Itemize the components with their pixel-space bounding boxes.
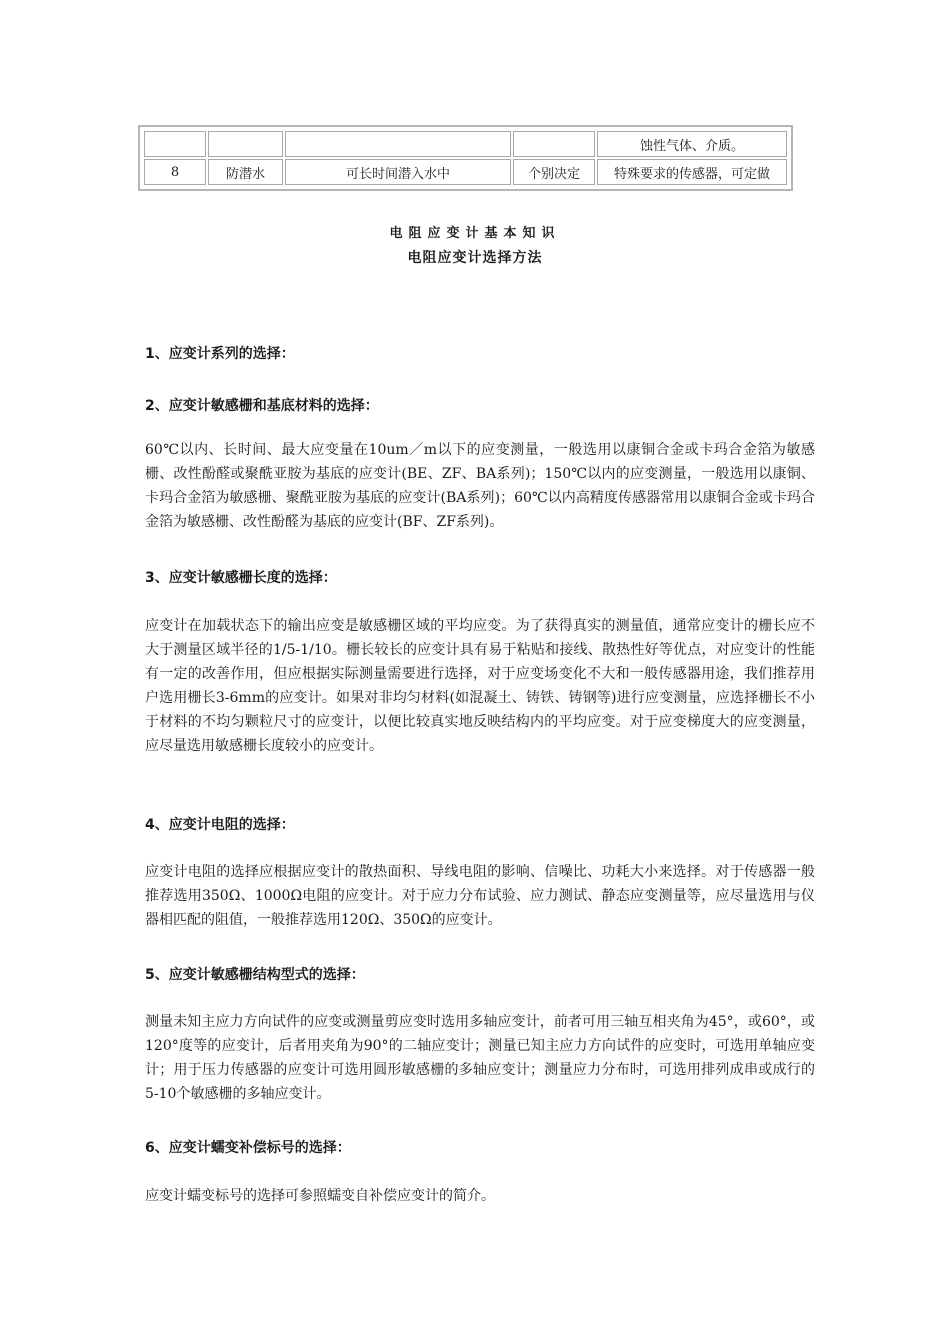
section-heading-6: 6、应变计蠕变补偿标号的选择： — [145, 1140, 351, 1156]
section-heading-1: 1、应变计系列的选择： — [145, 346, 295, 362]
table-cell: 防潜水 — [208, 159, 283, 185]
section-heading-4: 4、应变计电阻的选择： — [145, 817, 295, 833]
table-row — [144, 131, 787, 157]
table-cell — [144, 131, 206, 157]
section-body-5: 测量未知主应力方向试件的应变或测量剪应变时选用多轴应变计，前者可用三轴互相夹角为45°，或60°，或120°度等的应变计，后者用夹角为90°的二轴应变计；测量已知主应力方向试件的应变时，可选用单轴应变计；用于压力传感器的应变计可选用圆形敏感栅的多轴应变计；测量应力分布时，可选用排列成串或成行的5-10个敏感栅的多轴应变计。 — [145, 1014, 815, 1102]
table-cell: 8 — [144, 159, 206, 185]
table-cell — [513, 131, 595, 157]
table-cell: 特殊要求的传感器，可定做 — [597, 159, 787, 185]
section-body-3: 应变计在加载状态下的输出应变是敏感栅区域的平均应变。为了获得真实的测量值，通常应变计的栅长应不大于测量区域半径的1/5-1/10。栅长较长的应变计具有易于粘贴和接线、散热性好等优点，对应变计的性能有一定的改善作用，但应根据实际测量需要进行选择，对于应变场变化不大和一般传感器用途，我们推荐用户选用栅长3-6mm的应变计。如果对非均匀材料(如混凝土、铸铁、铸钢等)进行应变测量，应选择栅长不小于材料的不均匀颗粒尺寸的应变计，以便比较真实地反映结构内的平均应变。对于应变梯度大的应变测量，应尽量选用敏感栅长度较小的应变计。 — [145, 618, 815, 754]
spec-table — [138, 125, 793, 191]
table-cell — [285, 131, 511, 157]
section-heading-3: 3、应变计敏感栅长度的选择： — [145, 570, 337, 586]
section-body-6: 应变计蠕变标号的选择可参照蠕变自补偿应变计的简介。 — [145, 1188, 495, 1204]
table-cell: 蚀性气体、介质。 — [597, 131, 787, 157]
section-heading-5: 5、应变计敏感栅结构型式的选择： — [145, 967, 365, 983]
table-cell: 可长时间潜入水中 — [285, 159, 511, 185]
document-title: 电阻应变计基本知识 — [389, 226, 561, 241]
spec-table-grid — [142, 129, 789, 187]
table-cell — [208, 131, 283, 157]
section-body-2: 60℃以内、长时间、最大应变量在10um／m以下的应变测量，一般选用以康铜合金或卡玛合金箔为敏感栅、改性酚醛或聚酰亚胺为基底的应变计(BE、ZF、BA系列)；150℃以内的应变测量，一般选用以康铜、卡玛合金箔为敏感栅、聚酰亚胺为基底的应变计(BA系列)；60℃以内高精度传感器常用以康铜合金或卡玛合金箔为敏感栅、改性酚醛为基底的应变计(BF、ZF系列)。 — [145, 442, 815, 530]
table-cell: 个别决定 — [513, 159, 595, 185]
section-body-4: 应变计电阻的选择应根据应变计的散热面积、导线电阻的影响、信噪比、功耗大小来选择。对于传感器一般推荐选用350Ω、1000Ω电阻的应变计。对于应力分布试验、应力测试、静态应变测量等，应尽量选用与仪器相匹配的阻值，一般推荐选用120Ω、350Ω的应变计。 — [145, 864, 815, 928]
document-subtitle: 电阻应变计选择方法 — [407, 250, 543, 266]
section-heading-2: 2、应变计敏感栅和基底材料的选择： — [145, 398, 379, 414]
table-row — [144, 159, 787, 185]
